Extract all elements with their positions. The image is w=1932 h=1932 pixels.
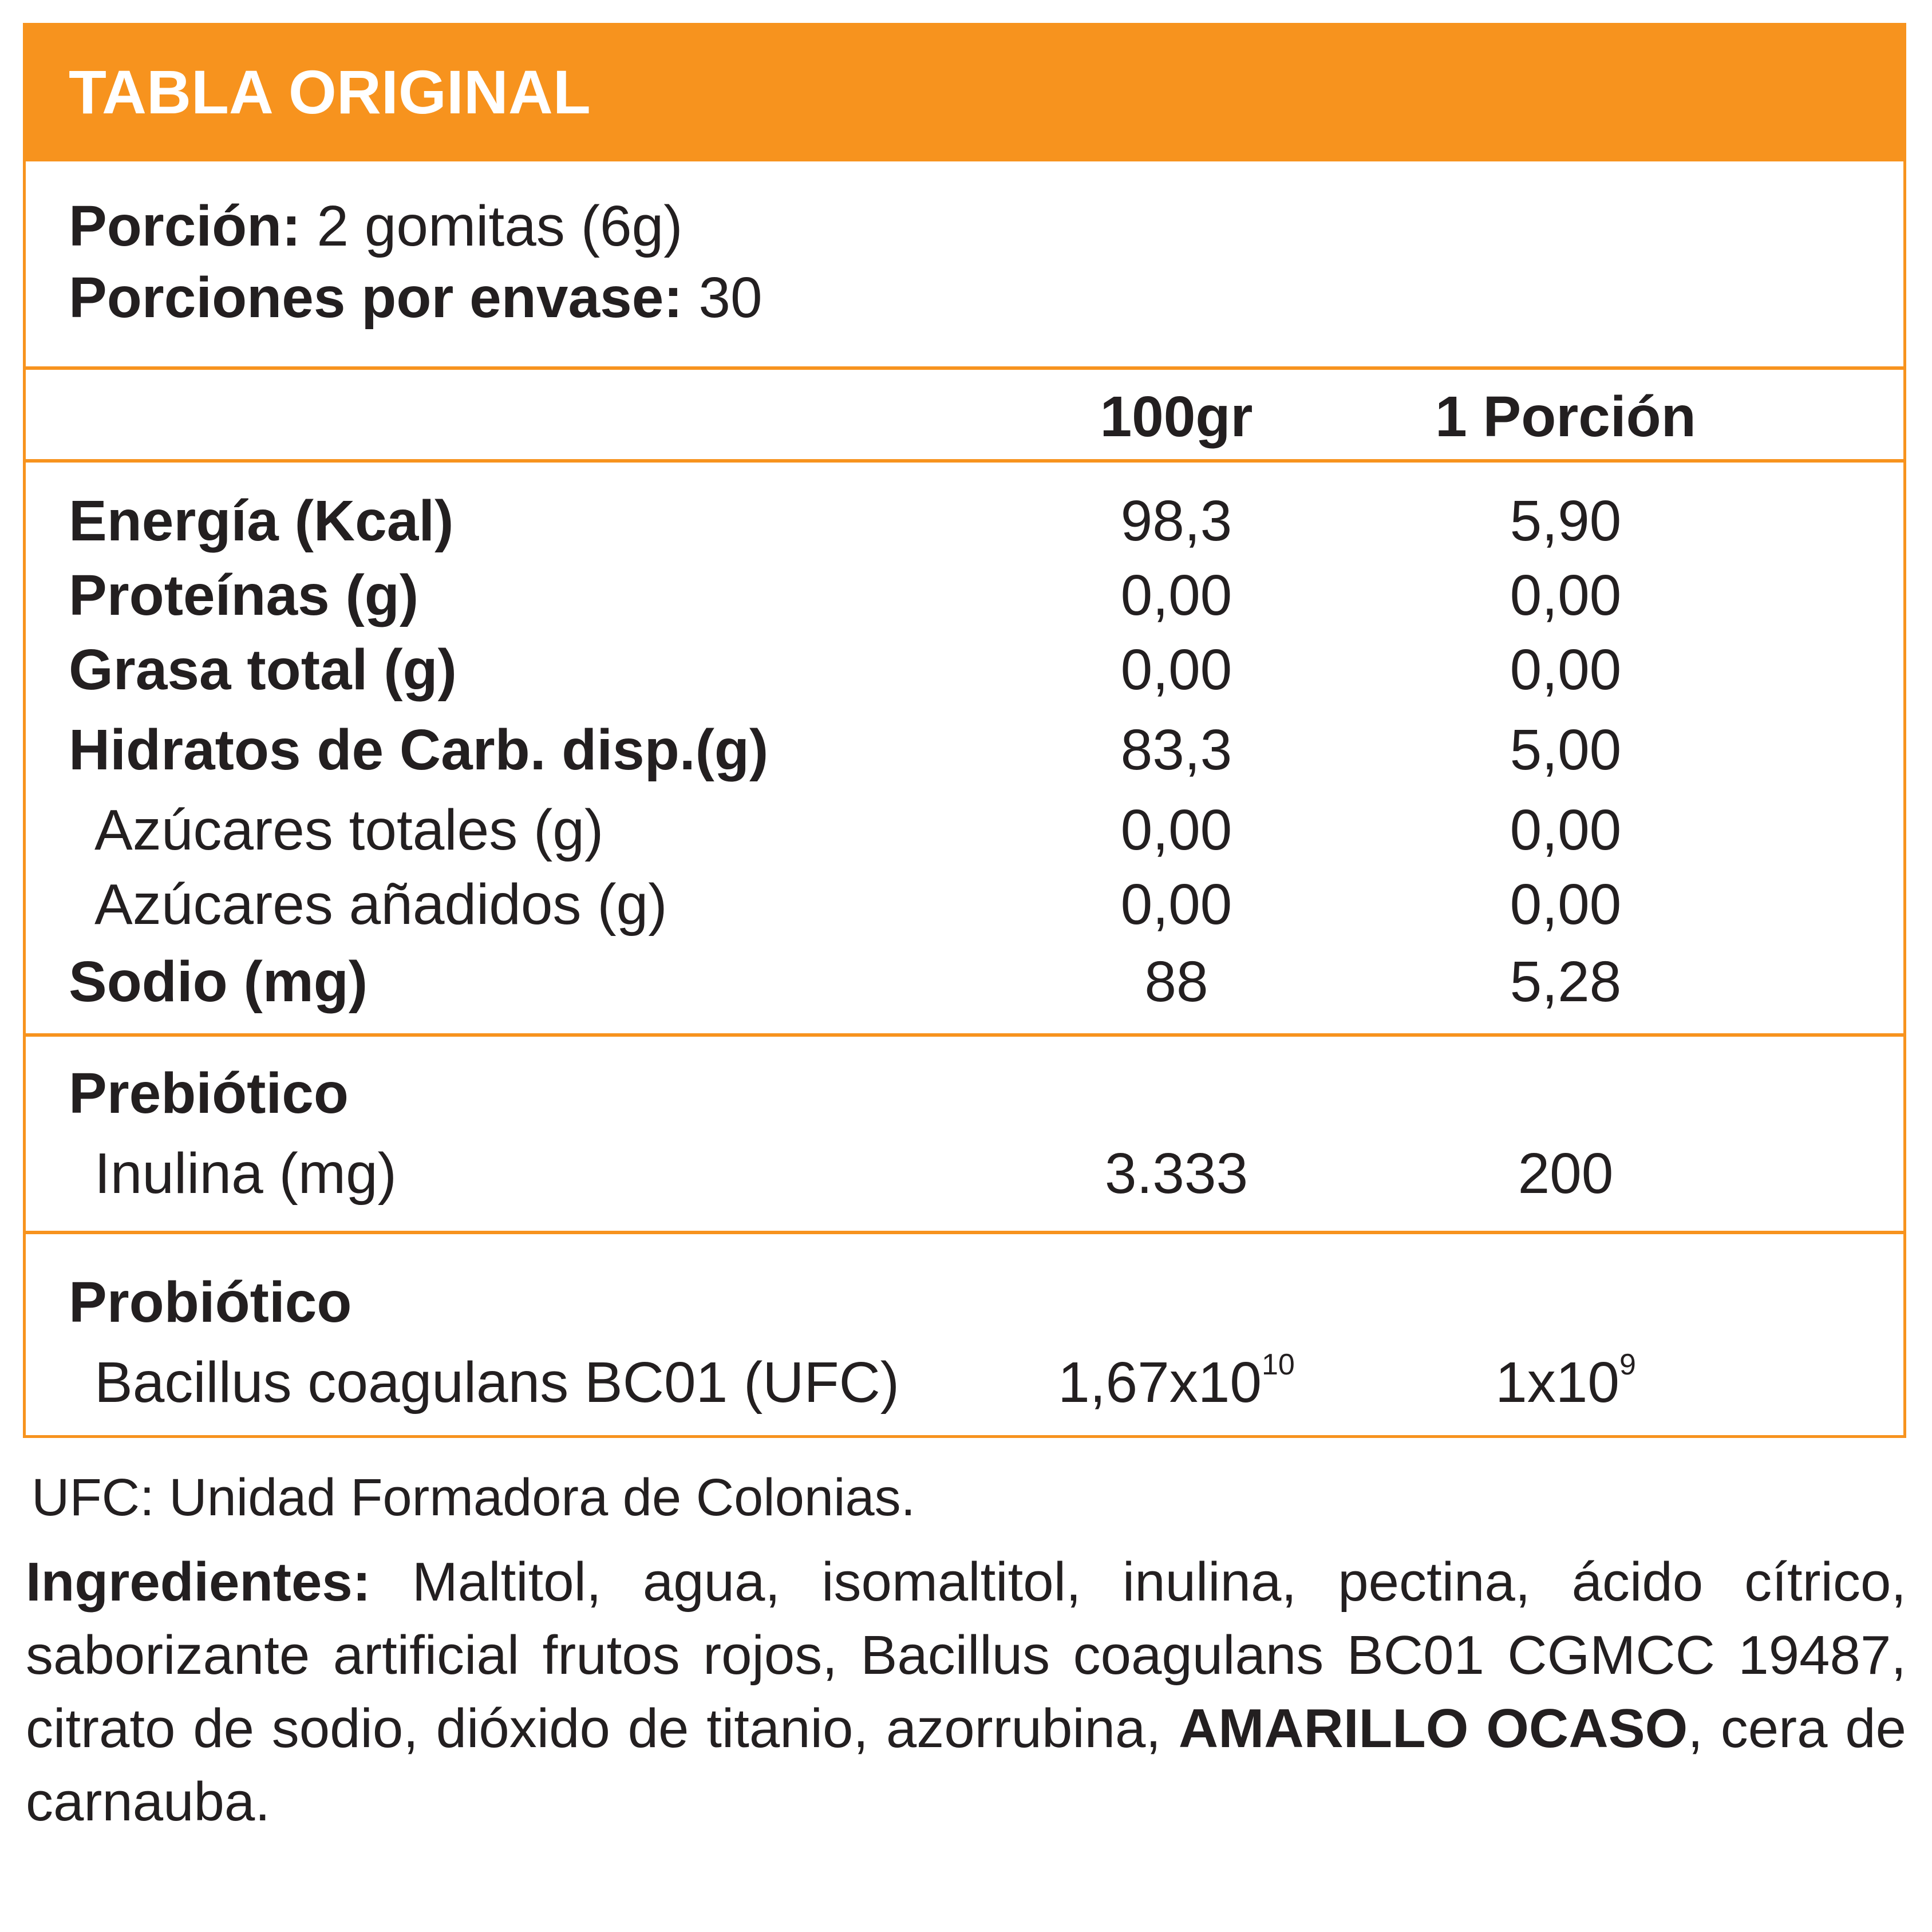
prebiotic-name: Inulina (mg) xyxy=(94,1141,397,1206)
divider xyxy=(26,366,1903,370)
ingredients-label: Ingredientes: xyxy=(26,1551,371,1613)
nutrient-value-100gr: 0,00 xyxy=(1120,798,1232,862)
probiotic-value-portion xyxy=(1394,1348,1737,1415)
probiotic-value-100gr xyxy=(1005,1348,1348,1415)
servings-line xyxy=(69,266,762,330)
nutrient-value-portion: 0,00 xyxy=(1510,563,1622,627)
probiotic-name: Bacillus coagulans BC01 (UFC) xyxy=(94,1350,900,1415)
column-header-100gr: 100gr xyxy=(1100,385,1253,449)
portion-label: Porción: xyxy=(69,194,301,258)
nutrient-value-portion: 0,00 xyxy=(1510,638,1622,702)
nutrient-value-portion: 5,00 xyxy=(1510,718,1622,782)
portion-line xyxy=(69,194,683,258)
ingredients-end: , cera de carnauba. xyxy=(26,1698,1907,1832)
portion-value: 2 gomitas (6g) xyxy=(317,194,683,258)
nutrient-name: Proteínas (g) xyxy=(69,563,419,627)
footnote: UFC: Unidad Formadora de Colonias. xyxy=(31,1468,916,1527)
probiotic-portion-exponent: 9 xyxy=(1619,1348,1636,1381)
nutrient-value-100gr: 88 xyxy=(1144,950,1208,1014)
nutrient-name: Grasa total (g) xyxy=(69,638,457,702)
servings-label: Porciones por envase: xyxy=(69,266,683,330)
probiotic-100gr-base: 1,67x10 xyxy=(1058,1350,1262,1415)
prebiotic-title: Prebiótico xyxy=(69,1061,349,1125)
table-title: TABLA ORIGINAL xyxy=(69,57,591,127)
nutrient-value-portion: 5,90 xyxy=(1510,489,1622,553)
servings-value: 30 xyxy=(698,266,762,330)
column-header-portion: 1 Porción xyxy=(1435,385,1696,449)
table-header-bar xyxy=(26,26,1903,161)
nutrient-value-portion: 0,00 xyxy=(1510,872,1622,937)
nutrient-value-100gr: 0,00 xyxy=(1120,638,1232,702)
probiotic-portion-base: 1x10 xyxy=(1495,1350,1619,1415)
nutrient-name: Azúcares totales (g) xyxy=(94,798,604,862)
divider xyxy=(26,1033,1903,1037)
nutrient-name: Sodio (mg) xyxy=(69,950,368,1014)
nutrient-value-100gr: 83,3 xyxy=(1120,718,1232,782)
probiotic-100gr-exponent: 10 xyxy=(1262,1348,1295,1381)
nutrient-value-portion: 5,28 xyxy=(1510,950,1622,1014)
prebiotic-value-portion: 200 xyxy=(1518,1141,1614,1206)
divider xyxy=(26,1231,1903,1234)
nutrient-value-100gr: 0,00 xyxy=(1120,872,1232,937)
nutrient-value-100gr: 98,3 xyxy=(1120,489,1232,553)
prebiotic-value-100gr: 3.333 xyxy=(1104,1141,1249,1206)
nutrient-name: Energía (Kcal) xyxy=(69,489,454,553)
ingredients-highlight: AMARILLO OCASO xyxy=(1178,1698,1688,1759)
nutrition-table xyxy=(23,23,1906,1438)
nutrient-name: Azúcares añadidos (g) xyxy=(94,872,667,937)
nutrient-value-100gr: 0,00 xyxy=(1120,563,1232,627)
divider xyxy=(26,459,1903,463)
ingredients-paragraph xyxy=(26,1546,1906,1839)
ingredients-text: Maltitol, agua, isomaltitol, inulina, pectina, ácido cítrico, saborizante artificial frutos rojos, Bacillus coagulans BC01 CGMCC 19487, citrato de sodio, dióxido de titanio, azorrubina, xyxy=(26,1551,1906,1759)
nutrient-name: Hidratos de Carb. disp.(g) xyxy=(69,718,769,782)
nutrient-value-portion: 0,00 xyxy=(1510,798,1622,862)
probiotic-title: Probiótico xyxy=(69,1270,352,1334)
